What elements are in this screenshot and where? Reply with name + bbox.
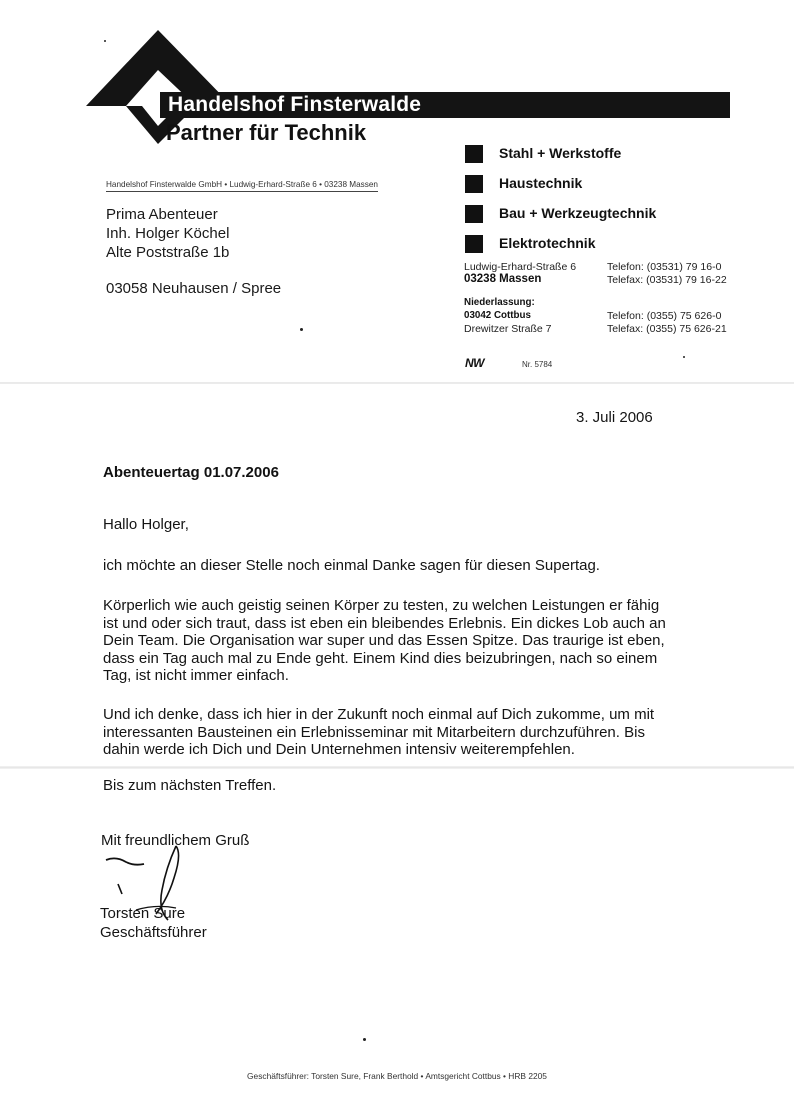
company-fax: Telefax: (03531) 79 16-22 — [607, 274, 727, 286]
recipient-city: 03058 Neuhausen / Spree — [106, 280, 282, 297]
division-square-icon — [465, 235, 483, 253]
branch-fax: Telefax: (0355) 75 626-21 — [607, 323, 727, 335]
branch-city: 03042 Cottbus — [464, 310, 531, 321]
company-name: Handelshof Finsterwalde — [168, 93, 422, 116]
division-label: Bau + Werkzeugtechnik — [499, 205, 657, 221]
closing-line: Bis zum nächsten Treffen. — [103, 777, 277, 794]
nw-certification-logo: NW — [465, 356, 484, 370]
branch-street: Drewitzer Straße 7 — [464, 323, 552, 335]
division-square-icon — [465, 205, 483, 223]
paragraph-line: Körperlich wie auch geistig seinen Körper zu testen, zu welchen Leistungen er fähig — [103, 597, 660, 614]
scan-speck — [104, 40, 106, 42]
company-tagline: Partner für Technik — [166, 120, 367, 145]
paragraph-line: Dein Team. Die Organisation war super und das Essen Spitze. Das traurige ist eben, — [103, 632, 665, 649]
scan-speck — [683, 356, 685, 358]
company-phone: Telefon: (03531) 79 16-0 — [607, 261, 722, 273]
company-name-bar — [160, 92, 730, 118]
scan-speck — [363, 1038, 366, 1041]
scan-fold-line — [0, 766, 794, 769]
company-street: Ludwig-Erhard-Straße 6 — [464, 261, 577, 273]
branch-heading: Niederlassung: — [464, 297, 535, 308]
signer-name: Torsten Sure — [100, 905, 186, 922]
legal-footer: Geschäftsführer: Torsten Sure, Frank Berthold • Amtsgericht Cottbus • HRB 2205 — [247, 1071, 547, 1081]
signer-title: Geschäftsführer — [100, 924, 207, 941]
body-paragraph-3 — [103, 706, 723, 759]
recipient-name: Prima Abenteuer — [106, 206, 218, 223]
scan-fold-line — [0, 382, 794, 384]
body-paragraph-2 — [103, 597, 723, 685]
division-square-icon — [465, 175, 483, 193]
division-label: Stahl + Werkstoffe — [499, 145, 622, 161]
body-paragraph-1: ich möchte an dieser Stelle noch einmal Danke sagen für diesen Supertag. — [103, 557, 600, 574]
letter-date: 3. Juli 2006 — [576, 409, 653, 426]
paragraph-line: Und ich denke, dass ich hier in der Zukunft noch einmal auf Dich zukomme, um mit — [103, 706, 655, 723]
recipient-owner: Inh. Holger Köchel — [106, 225, 230, 242]
scan-speck — [300, 328, 303, 331]
paragraph-line: dahin werde ich Dich und Dein Unternehmen intensiv weiterempfehlen. — [103, 741, 575, 758]
sender-return-address: Handelshof Finsterwalde GmbH • Ludwig-Erhard-Straße 6 • 03238 Massen — [106, 180, 378, 192]
division-label: Haustechnik — [499, 175, 583, 191]
greeting: Mit freundlichem Gruß — [101, 832, 250, 849]
nw-number: Nr. 5784 — [522, 360, 553, 369]
recipient-street: Alte Poststraße 1b — [106, 244, 230, 261]
branch-phone: Telefon: (0355) 75 626-0 — [607, 310, 722, 322]
company-city: 03238 Massen — [464, 273, 542, 285]
salutation: Hallo Holger, — [103, 516, 189, 533]
letter-subject: Abenteuertag 01.07.2006 — [103, 464, 279, 481]
paragraph-line: ist und oder sich traut, dass ist eben ein bleibendes Erlebnis. Ein dickes Lob auch an — [103, 614, 666, 632]
division-label: Elektrotechnik — [499, 235, 596, 251]
division-square-icon — [465, 145, 483, 163]
paragraph-line: interessanten Bausteinen ein Erlebnisseminar mit Mitarbeitern durchzuführen. Bis — [103, 723, 645, 741]
paragraph-line: dass ein Tag auch mal zu Ende geht. Einem Kind dies beizubringen, nach so einem — [103, 649, 658, 667]
paragraph-line: Tag, ist nicht immer einfach. — [103, 667, 289, 684]
